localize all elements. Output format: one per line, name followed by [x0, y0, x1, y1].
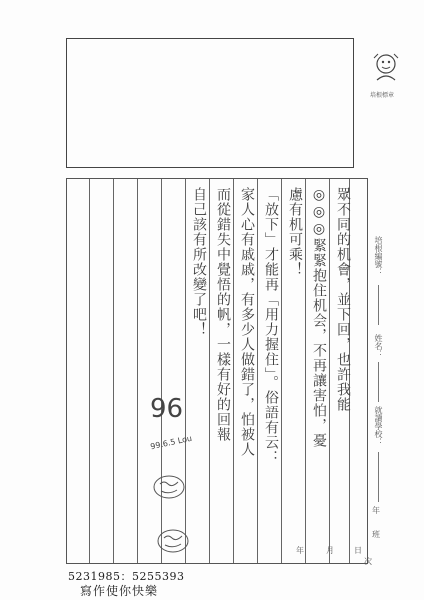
- grid-line: [89, 179, 90, 563]
- class-label: 班: [372, 530, 380, 539]
- edition-label: 培根編號：: [374, 236, 383, 276]
- essay-column-5: 家人心有戚戚，有多少人做錯了，怕被人: [239, 187, 255, 457]
- grid-line: [209, 179, 210, 563]
- essay-column-7: 自己該有所改變了吧！: [191, 187, 207, 337]
- stamp-logo-icon: [368, 50, 404, 88]
- teacher-note: 99.6.5 Lou: [149, 433, 193, 452]
- year-label: 年: [372, 506, 380, 515]
- edition-line: [378, 285, 379, 325]
- teacher-seal-icon: [156, 528, 190, 554]
- school-line: [378, 452, 379, 502]
- grid-line: [305, 179, 306, 563]
- grid-line: [257, 179, 258, 563]
- name-line: [378, 362, 379, 402]
- grid-line: [137, 179, 138, 563]
- grade-mark: 96: [150, 394, 184, 424]
- essay-column-4: 「放下」才能再「用力握住」。俗語有云：: [263, 187, 279, 465]
- grid-line: [113, 179, 114, 563]
- essay-column-3: 慮有机可乘！: [287, 187, 303, 277]
- grid-line: [281, 179, 282, 563]
- grid-line: [233, 179, 234, 563]
- writing-grid: [66, 178, 368, 564]
- date-month-label: 月: [326, 546, 334, 555]
- grid-line: [161, 179, 162, 563]
- date-times-label: 次: [364, 557, 372, 566]
- essay-column-1: 眾不同的机會，並下回，也許我能: [335, 187, 351, 412]
- stamp-label: 培根標章: [370, 92, 395, 99]
- grid-line: [185, 179, 186, 563]
- footer-slogan: 寫作使你快樂: [80, 584, 159, 598]
- date-year-label: 年: [296, 546, 304, 555]
- essay-column-6: 而從錯失中覺悟的帆，一樣有好的回報: [215, 187, 231, 442]
- footer-code: 5231985：5255393: [68, 570, 185, 583]
- essay-column-2: ◎◎◎緊緊抱住机会，不再讓害怕，憂: [311, 187, 327, 448]
- date-day-label: 日: [354, 546, 362, 555]
- school-label: 就讀學校：: [374, 406, 383, 446]
- teacher-comment-box: [66, 38, 354, 168]
- teacher-seal-icon: [152, 474, 186, 500]
- grid-line: [329, 179, 330, 563]
- name-label: 姓名：: [374, 334, 383, 358]
